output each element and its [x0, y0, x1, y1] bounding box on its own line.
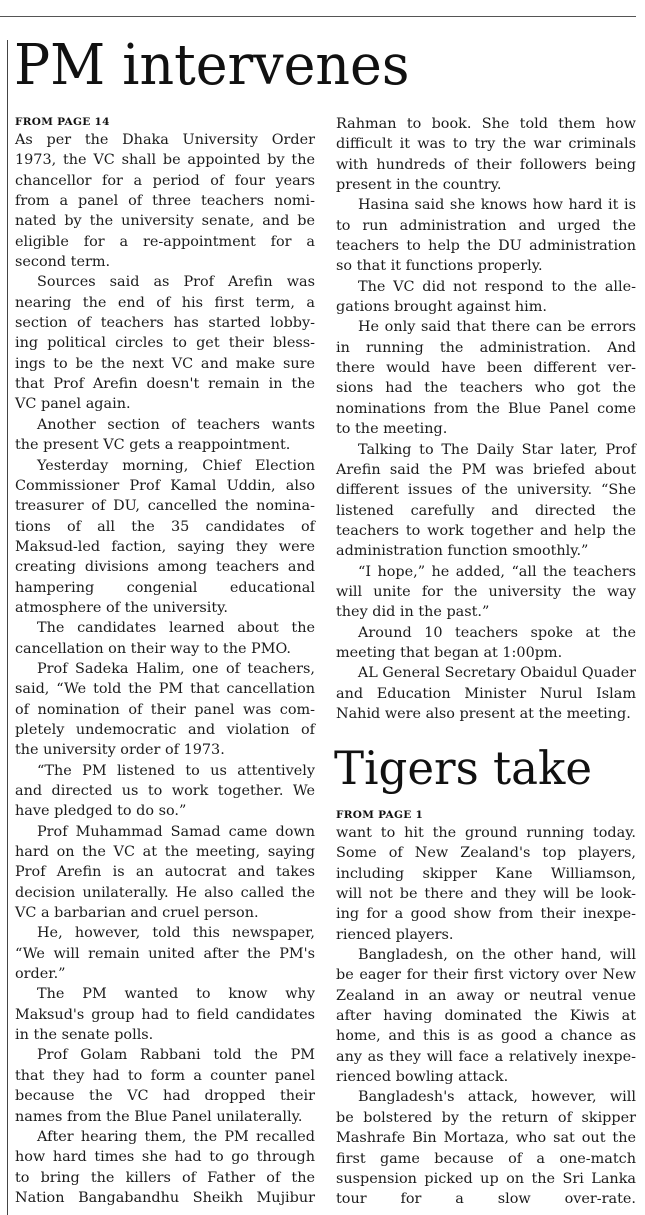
text-line: VC a barbarian and cruel person.	[15, 905, 259, 922]
text-line: He only said that there can be errors	[358, 319, 636, 336]
text-line: VC panel again.	[15, 396, 131, 413]
text-line: decision unilaterally. He also called the	[15, 884, 315, 901]
text-line: tour for a slow over-rate.	[336, 1191, 636, 1208]
text-line: order.”	[15, 966, 66, 983]
text-line: nearing the end of his first term, a	[15, 294, 315, 311]
text-line: to bring the killers of Father of the	[15, 1169, 315, 1186]
text-line: have pledged to do so.”	[15, 803, 187, 820]
text-line: Arefin said the PM was briefed about	[336, 461, 636, 478]
article1-column-1-text	[15, 130, 315, 1208]
text-line: will unite for the university the way	[336, 583, 636, 600]
text-line: As per the Dhaka University Order	[15, 132, 315, 148]
article1-column-1	[15, 115, 315, 1208]
text-line: present in the country.	[336, 177, 502, 194]
text-line: teachers to work together and help the	[336, 522, 636, 539]
text-line: home, and this is as good a chance as	[336, 1028, 636, 1045]
text-line: that Prof Arefin doesn't remain in the	[15, 376, 315, 393]
text-line: AL General Secretary Obaidul Quader	[357, 665, 636, 682]
text-line: nominations from the Blue Panel come	[336, 400, 636, 417]
text-line: After hearing them, the PM recalled	[37, 1128, 315, 1145]
text-line: will not be there and they will be look-	[336, 886, 636, 903]
text-line: ings to be the next VC and make sure	[15, 355, 315, 372]
text-line: Bangladesh, on the other hand, will	[358, 947, 636, 964]
article2-column	[336, 808, 636, 1210]
text-line: He, however, told this newspaper,	[37, 925, 315, 942]
text-line: “I hope,” he added, “all the teachers	[358, 563, 636, 580]
text-line: nated by the university senate, and be	[15, 213, 315, 230]
article1-column-2	[336, 114, 636, 724]
text-line: Prof Arefin is an autocrat and takes	[15, 864, 315, 881]
text-line: Commissioner Prof Kamal Uddin, also	[15, 477, 315, 494]
text-line: Talking to The Daily Star later, Prof	[358, 441, 636, 458]
text-line: treasurer of DU, cancelled the nomina-	[15, 498, 315, 515]
text-line: Prof Sadeka Halim, one of teachers,	[37, 660, 315, 677]
text-line: ing for a good show from their inexpe-	[336, 906, 636, 923]
text-line: administration function smoothly.”	[336, 543, 589, 560]
text-line: there would have been different ver-	[336, 360, 636, 377]
headline-tigers-take: Tigers take	[334, 741, 593, 795]
text-line: 1973, the VC shall be appointed by the	[15, 152, 315, 169]
text-line: the present VC gets a reappointment.	[15, 437, 291, 454]
text-line: Rahman to book. She told them how	[336, 116, 636, 132]
text-line: be eager for their first victory over New	[336, 967, 636, 984]
text-line: “We will remain united after the PM's	[15, 945, 315, 962]
text-line: difficult it was to try the war criminals	[336, 136, 636, 153]
text-line: different issues of the university. “She	[336, 482, 636, 499]
text-line: after having dominated the Kiwis at	[336, 1008, 636, 1025]
text-line: The candidates learned about the	[37, 620, 315, 637]
text-line: Maksud's group had to field candidates	[15, 1006, 315, 1023]
text-line: Bangladesh's attack, however, will	[358, 1089, 636, 1106]
text-line: and Education Minister Nurul Islam	[336, 685, 636, 702]
text-line: ing political circles to get their bless-	[15, 335, 315, 352]
text-line: Prof Muhammad Samad came down	[37, 823, 315, 840]
text-line: including skipper Kane Williamson,	[336, 865, 636, 882]
text-line: Another section of teachers wants	[37, 416, 315, 433]
text-line: chancellor for a period of four years	[15, 172, 315, 189]
text-line: be bolstered by the return of skipper	[336, 1109, 636, 1126]
text-line: that they had to form a counter panel	[15, 1067, 315, 1084]
text-line: “The PM listened to us attentively	[37, 762, 315, 779]
article2-column-text	[336, 823, 636, 1210]
text-line: with hundreds of their followers being	[336, 156, 636, 173]
text-line: Nahid were also present at the meeting.	[336, 705, 631, 722]
text-line: Prof Golam Rabbani told the PM	[37, 1047, 315, 1064]
text-line: creating divisions among teachers and	[15, 559, 315, 576]
from-page-label: FROM PAGE 14	[15, 116, 110, 128]
text-line: because the VC had dropped their	[15, 1088, 315, 1105]
from-page-label: FROM PAGE 1	[336, 809, 424, 821]
text-line: in the senate polls.	[15, 1027, 154, 1044]
text-line: suspension picked up on the Sri Lanka	[336, 1170, 636, 1187]
text-line: Some of New Zealand's top players,	[336, 845, 636, 862]
text-line: pletely undemocratic and violation of	[15, 721, 315, 738]
text-line: and directed us to work together. We	[15, 783, 315, 799]
text-line: rienced bowling attack.	[336, 1069, 509, 1086]
text-line: teachers to help the DU administration	[336, 238, 636, 255]
text-line: second term.	[15, 254, 111, 271]
text-line: atmosphere of the university.	[15, 599, 228, 616]
text-line: gations brought against him.	[336, 299, 548, 316]
text-line: in running the administration. And	[336, 339, 636, 356]
text-line: to run administration and urged the	[336, 217, 636, 234]
text-line: hard on the VC at the meeting, saying	[15, 844, 315, 861]
text-line: rienced players.	[336, 926, 454, 943]
text-line: the university order of 1973.	[15, 742, 225, 759]
column-rule	[7, 40, 8, 1215]
text-line: section of teachers has started lobby-	[15, 315, 315, 332]
text-line: meeting that began at 1:00pm.	[336, 644, 563, 661]
text-line: Hasina said she knows how hard it is	[358, 197, 636, 214]
headline-pm-intervenes: PM intervenes	[14, 33, 410, 98]
text-line: Yesterday morning, Chief Election	[37, 457, 315, 474]
text-line: Sources said as Prof Arefin was	[37, 274, 315, 291]
top-rule	[0, 16, 636, 17]
text-line: The VC did not respond to the alle-	[358, 278, 636, 295]
text-line: of nomination of their panel was com-	[15, 701, 315, 718]
text-line: to the meeting.	[336, 421, 448, 438]
text-line: said, “We told the PM that cancellation	[15, 681, 315, 698]
text-line: from a panel of three teachers nomi-	[15, 193, 315, 210]
text-line: Maksud-led faction, saying they were	[15, 538, 315, 555]
text-line: they did in the past.”	[336, 604, 490, 621]
text-line: listened carefully and directed the	[336, 502, 636, 519]
text-line: cancellation on their way to the PMO.	[15, 640, 292, 657]
text-line: Zealand in an away or neutral venue	[336, 987, 636, 1004]
text-line: names from the Blue Panel unilaterally.	[15, 1108, 303, 1125]
text-line: eligible for a re-appointment for a	[15, 233, 315, 250]
text-line: any as they will face a relatively inexpe-	[336, 1048, 636, 1065]
text-line: how hard times she had to go through	[15, 1149, 315, 1166]
article1-column-2-text	[336, 114, 636, 724]
text-line: Mashrafe Bin Mortaza, who sat out the	[336, 1130, 636, 1147]
text-line: tions of all the 35 candidates of	[15, 518, 315, 535]
text-line: hampering congenial educational	[15, 579, 315, 596]
text-line: The PM wanted to know why	[37, 986, 315, 1003]
text-line: Around 10 teachers spoke at the	[358, 624, 636, 641]
text-line: first game because of a one-match	[336, 1150, 636, 1167]
text-line: want to hit the ground running today.	[336, 825, 636, 841]
text-line: so that it functions properly.	[336, 258, 543, 275]
text-line: Nation Bangabandhu Sheikh Mujibur	[15, 1189, 315, 1206]
text-line: sions had the teachers who got the	[336, 380, 636, 397]
